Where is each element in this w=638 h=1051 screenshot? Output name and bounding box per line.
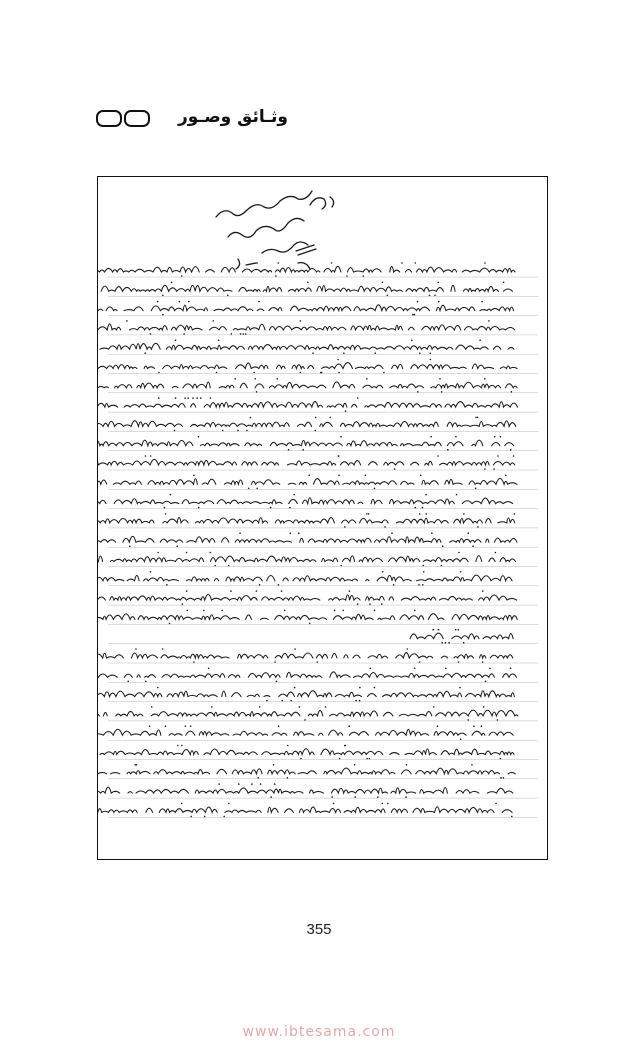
handwritten-line bbox=[98, 421, 516, 427]
handwritten-line bbox=[98, 672, 516, 677]
handwritten-line bbox=[98, 710, 518, 716]
handwritten-line bbox=[98, 556, 516, 562]
handwritten-text-block bbox=[98, 177, 547, 859]
handwritten-line bbox=[98, 653, 513, 658]
handwritten-line bbox=[98, 478, 517, 484]
handwritten-line bbox=[98, 517, 515, 522]
handwritten-line bbox=[98, 768, 515, 774]
watermark: www.ibtesama.com bbox=[242, 1024, 396, 1040]
handwritten-line bbox=[98, 614, 517, 620]
section-title: وثـائق وصـور bbox=[177, 107, 288, 127]
handwritten-line bbox=[98, 594, 517, 600]
handwritten-line bbox=[410, 633, 513, 639]
handwritten-line bbox=[98, 363, 517, 369]
handwritten-line bbox=[98, 749, 514, 755]
handwritten-line bbox=[98, 285, 512, 291]
handwritten-line bbox=[98, 440, 514, 446]
page-number: 355 bbox=[306, 921, 332, 938]
handwritten-line bbox=[98, 807, 512, 813]
section-header bbox=[96, 107, 288, 129]
handwritten-line bbox=[98, 343, 514, 349]
handwritten-line bbox=[98, 536, 517, 542]
handwritten-line bbox=[98, 498, 513, 504]
scanned-document-frame bbox=[97, 176, 548, 860]
handwritten-line bbox=[98, 382, 517, 388]
handwritten-line bbox=[98, 691, 514, 697]
handwritten-line bbox=[98, 401, 518, 407]
handwritten-line bbox=[98, 575, 512, 581]
handwritten-line bbox=[98, 459, 515, 465]
handwritten-line bbox=[98, 305, 514, 311]
handwritten-line bbox=[98, 729, 513, 735]
handwritten-line bbox=[98, 787, 513, 793]
header-ornament bbox=[96, 110, 152, 131]
handwritten-line bbox=[98, 266, 515, 272]
handwritten-line bbox=[98, 324, 515, 330]
